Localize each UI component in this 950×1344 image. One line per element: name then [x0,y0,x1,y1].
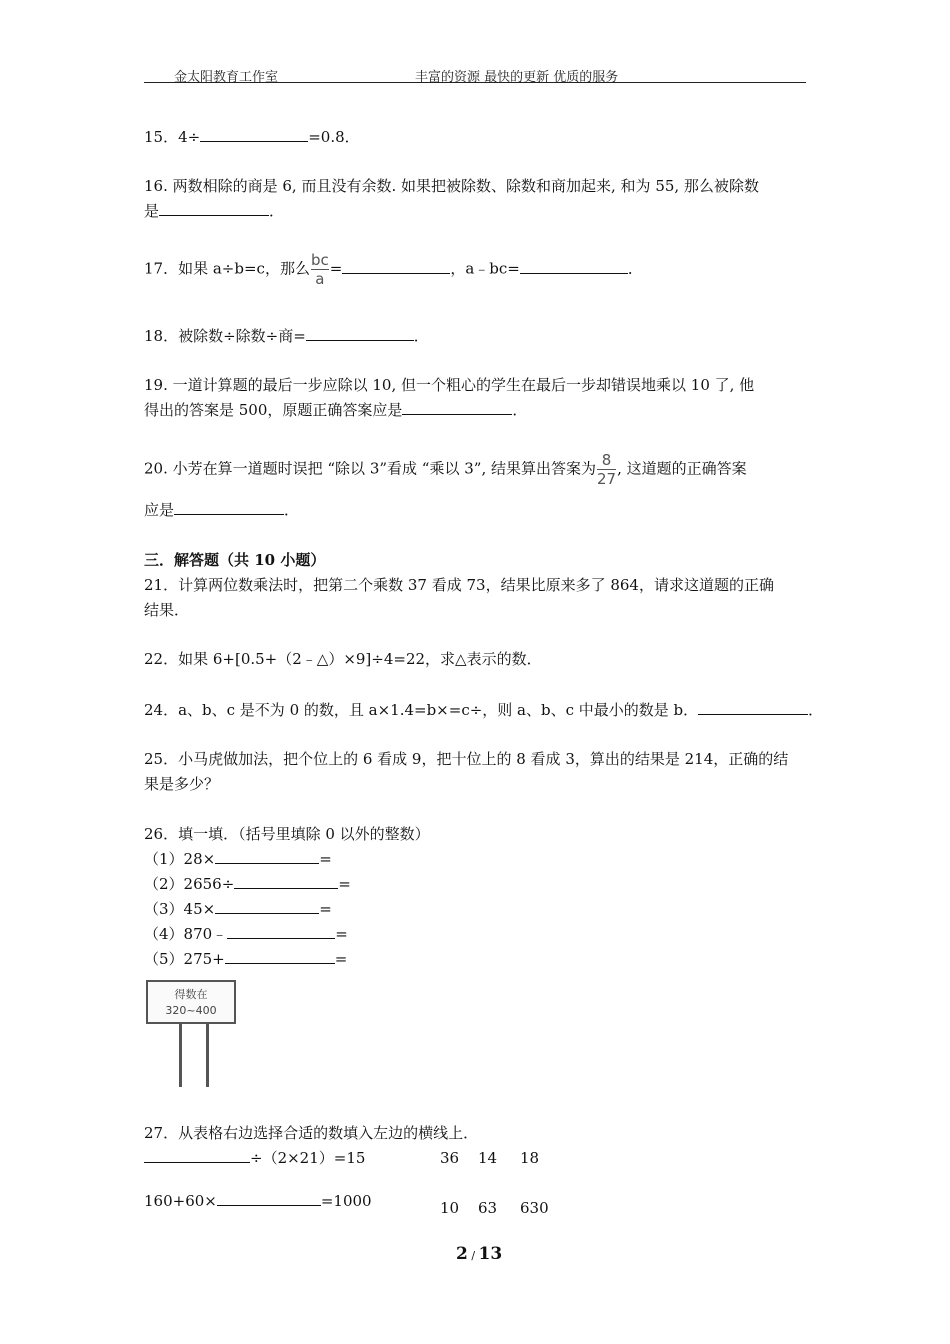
question-16-line2 [144,201,284,221]
q27-row-2 [144,1191,372,1211]
header-divider [144,82,806,83]
number-cell: 63 [478,1199,498,1217]
signboard [146,980,236,1024]
page-number [456,1244,502,1264]
answer-blank[interactable] [215,899,319,914]
sign-post-left [179,1024,182,1087]
q24-text: 24．a、b、c 是不为 0 的数，且 a×1.4=b×=c÷，则 a、b、c 中最小的数是 b． [144,701,699,719]
q26-item-5 [144,949,347,969]
q26-item-text: （3）45× [144,900,216,918]
q26-item-text: （2）2656÷ [144,875,235,893]
q19-text-end: ． [512,401,528,419]
question-19-line1: 19. 一道计算题的最后一步应除以 10, 但一个粗心的学生在最后一步却错误地乘以 10 了, 他 [144,376,755,394]
q26-item-4 [144,924,348,944]
header-left: 金太阳教育工作室 [174,70,279,85]
q20-text: 20. 小芳在算一道题时误把 “除以 3”看成 “乘以 3”, 结果算出答案为 [144,459,596,478]
q26-item-equals: = [338,875,351,893]
answer-blank[interactable] [217,1191,321,1206]
q26-item-text: （5）275+ [144,950,225,968]
q16-text: 是 [144,202,160,220]
sign-line-1: 得数在 [174,988,208,1001]
number-cell: 18 [520,1149,540,1167]
answer-blank[interactable] [306,326,414,341]
q20-text-end: ． [284,501,300,519]
q15-text: 15．4÷ [144,128,201,146]
question-21-line1: 21．计算两位数乘法时，把第二个乘数 37 看成 73，结果比原来多了 864，请求这道题的正确 [144,576,774,594]
page-current: 2 [456,1244,468,1264]
q27-row2-text: 160+60× [144,1192,217,1210]
question-19-line2 [144,400,527,420]
section-title: 三．解答题（共 10 小题） [144,551,326,569]
number-cell: 10 [440,1199,460,1217]
q20-text-line2: 应是 [144,501,175,519]
fraction-numerator: 8 [601,451,612,469]
fraction-denominator: 27 [597,470,617,488]
answer-blank[interactable] [698,700,808,715]
q26-item-text: （1）28× [144,850,216,868]
q26-item-2 [144,874,351,894]
q27-row1-text: ÷（2×21）=15 [250,1149,366,1167]
fraction-numerator: bc [310,251,329,269]
question-20-line1 [144,452,747,487]
q17-text-mid: ，a﹣bc= [450,259,520,278]
q26-item-equals: = [319,900,332,918]
question-17 [144,252,643,287]
question-22: 22．如果 6+[0.5+（2﹣△）×9]÷4=22，求△表示的数． [144,650,542,668]
q19-text: 得出的答案是 500，原题正确答案应是 [144,401,403,419]
q26-item-3 [144,899,332,919]
q16-text-end: ． [269,202,285,220]
sign-line-2: 320~400 [165,1004,217,1017]
answer-blank[interactable] [144,1148,250,1163]
question-25-line2: 果是多少？ [144,775,220,793]
q26-item-1 [144,849,332,869]
question-15 [144,127,360,147]
number-cell: 630 [520,1199,549,1217]
answer-blank[interactable] [159,201,269,216]
q20-text-after: , 这道题的正确答案 [617,459,747,478]
question-18 [144,326,429,346]
answer-blank[interactable] [225,949,335,964]
q18-text-end: ． [413,327,429,345]
answer-blank[interactable] [200,127,308,142]
q27-row2-equals: =1000 [320,1192,372,1210]
sign-post-right [206,1024,209,1087]
answer-blank[interactable] [402,400,512,415]
q17-equals: = [329,259,343,278]
answer-blank[interactable] [520,259,628,274]
question-16-line1: 16. 两数相除的商是 6, 而且没有余数. 如果把被除数、除数和商加起来, 和为 55, 那么被除数 [144,177,759,195]
question-25-line1: 25．小马虎做加法，把个位上的 6 看成 9，把十位上的 8 看成 3，算出的结果是 214，正确的结 [144,750,789,768]
question-27-title: 27．从表格右边选择合适的数填入左边的横线上． [144,1124,479,1142]
number-cell: 36 [440,1149,460,1167]
q26-item-equals: = [335,925,348,943]
answer-blank[interactable] [342,259,450,274]
question-26-title: 26．填一填．（括号里填除 0 以外的整数） [144,825,430,843]
question-24 [144,700,823,720]
answer-blank[interactable] [227,924,335,939]
q27-row-1 [144,1148,365,1168]
question-20-line2 [144,500,299,520]
q26-item-text: （4）870﹣ [144,925,228,943]
number-cell: 14 [478,1149,498,1167]
fraction-denominator: a [315,270,325,288]
q18-text: 18．被除数÷除数÷商= [144,327,306,345]
fraction-8-over-27 [597,452,616,487]
fraction-bc-over-a [311,252,329,287]
q26-item-equals: = [334,950,348,968]
answer-blank[interactable] [174,500,284,515]
q26-item-equals: = [319,850,332,868]
page-separator: / [467,1249,479,1262]
page-total: 13 [478,1244,503,1264]
q24-text-end: ． [808,701,824,719]
q17-text: 17．如果 a÷b=c，那么 [144,259,310,278]
q17-text-end: ． [627,259,643,278]
question-21-line2: 结果． [144,601,190,619]
answer-blank[interactable] [234,874,338,889]
header-right: 丰富的资源 最快的更新 优质的服务 [415,70,619,85]
q15-text-end: =0.8． [308,128,360,146]
answer-blank[interactable] [215,849,319,864]
